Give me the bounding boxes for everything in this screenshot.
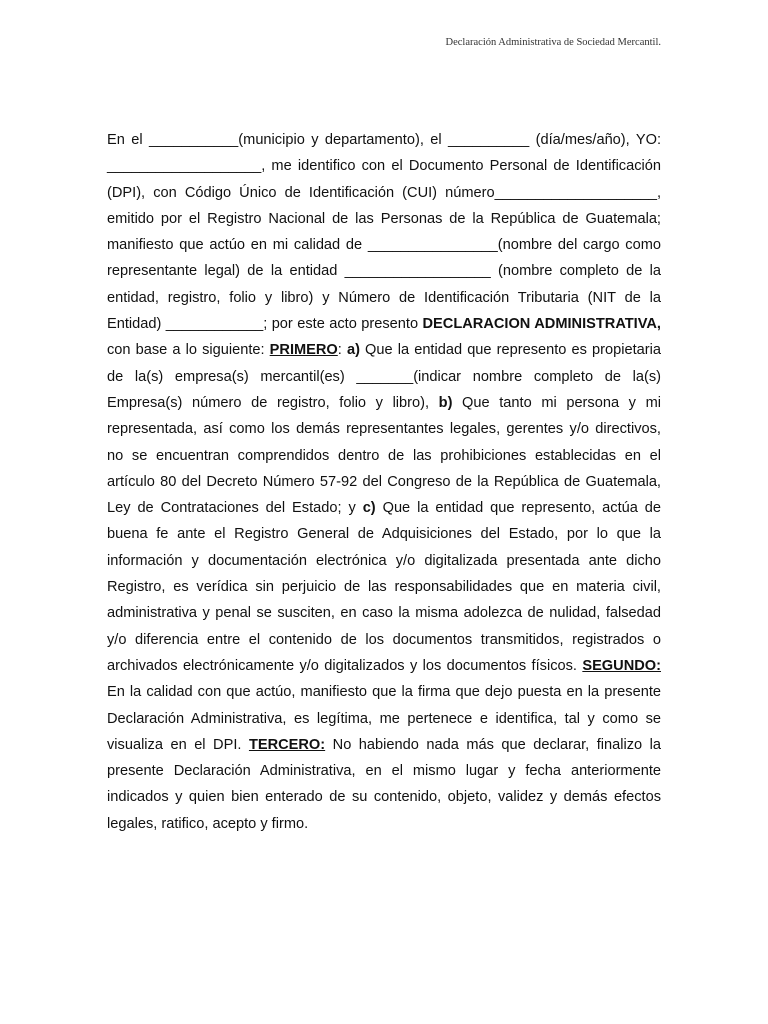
declaration-body — [107, 127, 661, 837]
text-segment: Que tanto mi persona y mi representada, así como los demás representantes legales, gerentes y/o directivos, no se encuentran comprendidos dentro de las prohibiciones establecidas en el artículo 80 del Decreto Número 57-92 del Congreso de la República de Guatemala, Ley de Contrataciones del Estado; y — [107, 394, 661, 517]
item-b-label: b) — [438, 394, 453, 411]
text-segment: con base a lo siguiente: — [107, 342, 270, 359]
item-c-label: c) — [362, 500, 376, 517]
section-segundo-heading: SEGUNDO: — [582, 657, 661, 674]
text-segment: En la calidad con que actúo, manifiesto que la firma que dejo puesta en la presente Declaración Administrativa, es legítima, me pertenece e identifica, tal y como se visualiza en el DPI. — [107, 684, 661, 753]
text-segment: No habiendo nada más que declarar, finalizo la presente Declaración Administrativa, en el mismo lugar y fecha anteriormente indicados y quien bien enterado de su contenido, objeto, validez y demás efectos legales, ratifico, acepto y firmo. — [107, 736, 661, 832]
text-segment: Que la entidad que represento es propietaria de la(s) empresa(s) mercantil(es) _______(indicar nombre completo de la(s) Empresa(s) número de registro, folio y libro), — [107, 342, 661, 411]
item-a-label: a) — [346, 342, 360, 359]
section-primero-heading: PRIMERO — [269, 342, 338, 359]
text-segment: En el ___________(municipio y departamento), el __________ (día/mes/año), YO: ___________________, me identifico con el Documento Personal de Identificación (DPI), con Código Único de Identificación (CUI) número____________________, emitido por el Registro Nacional de las Personas de la República de Guatemala; manifiesto que actúo en mi calidad de ________________(nombre del cargo como representante legal) de la entidad __________________ (nombre completo de la entidad, registro, folio y libro) y Número de Identificación Tributaria (NIT de la Entidad) ____________; por este acto presento — [107, 132, 661, 333]
text-segment: Que la entidad que represento, actúa de buena fe ante el Registro General de Adquisiciones del Estado, por lo que la información y documentación electrónica y/o digitalizada presentada ante dicho Registro, es verídica sin perjuicio de las responsabilidades que en materia civil, administrativa y penal se susciten, en caso la misma adolezca de nulidad, falsedad y/o diferencia entre el contenido de los documentos transmitidos, registrados o archivados electrónicamente y/o digitalizados y los documentos físicos. — [107, 500, 662, 674]
declaration-title: DECLARACION ADMINISTRATIVA, — [422, 316, 661, 333]
section-tercero-heading: TERCERO: — [248, 736, 326, 753]
text-segment: : — [337, 342, 347, 359]
declaration-paragraph — [107, 127, 661, 837]
page-header: Declaración Administrativa de Sociedad Mercantil. — [445, 37, 661, 48]
